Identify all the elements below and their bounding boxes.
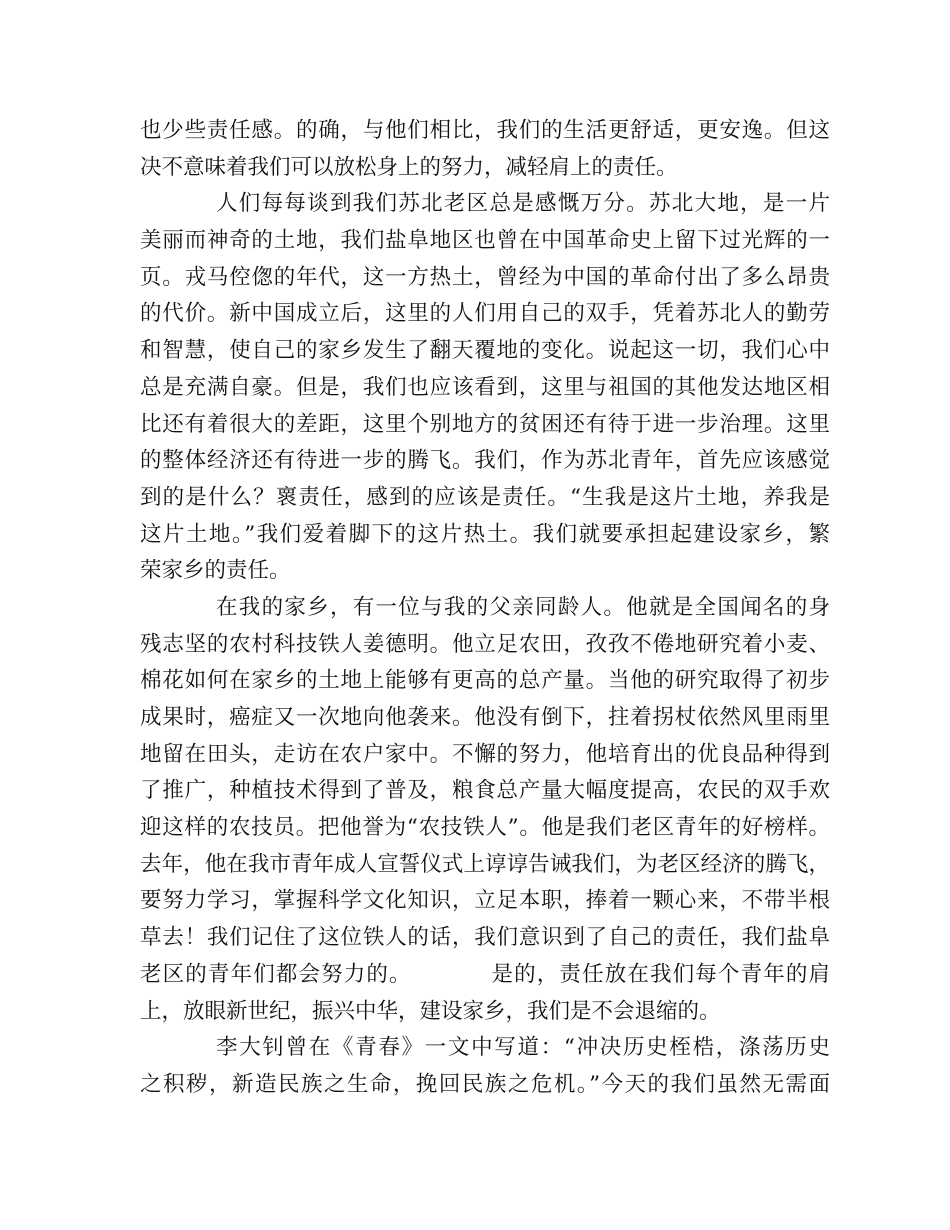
text-line: 去年，他在我市青年成人宣誓仪式上谆谆告诫我们，为老区经济的腾飞，	[140, 851, 830, 877]
text-line: 李大钊曾在《青春》一文中写道：“冲决历史桎梏，涤荡历史	[216, 1035, 830, 1061]
text-line: 到的是什么？褱责任，感到的应该是责任。“生我是这片土地，养我是	[140, 484, 830, 510]
text-line: 老区的青年们都会努力的。 是的，责任放在我们每个青年的肩	[140, 961, 830, 987]
text-line: 人们每每谈到我们苏北老区总是感慨万分。苏北大地，是一片	[216, 191, 830, 217]
text-line: 决不意味着我们可以放松身上的努力，减轻肩上的责任。	[140, 154, 678, 180]
text-line: 在我的家乡，有一位与我的父亲同龄人。他就是全国闻名的身	[216, 594, 830, 620]
text-line: 也少些责任感。的确，与他们相比，我们的生活更舒适，更安逸。但这	[140, 118, 830, 143]
text-line: 地留在田头，走访在农户家中。不懈的努力，他培育出的优良品种得到	[140, 741, 830, 767]
text-line: 上，放眼新世纪，振兴中华，建设家乡，我们是不会退缩的。	[140, 998, 721, 1024]
text-line: 美丽而神奇的土地，我们盐阜地区也曾在中国革命史上留下过光辉的一	[140, 228, 830, 254]
text-line: 草去！我们记住了这位铁人的话，我们意识到了自己的责任，我们盐阜	[140, 925, 830, 951]
text-line: 荣家乡的责任。	[140, 558, 291, 584]
text-line: 的整体经济还有待进一步的腾飞。我们，作为苏北青年，首先应该感觉	[140, 448, 830, 474]
text-line: 要努力学习，掌握科学文化知识，立足本职，捧着一颗心来，不带半根	[140, 888, 830, 914]
text-line: 棉花如何在家乡的土地上能够有更高的总产量。当他的研究取得了初步	[140, 668, 830, 694]
text-line: 残志坚的农村科技铁人姜德明。他立足农田，孜孜不倦地研究着小麦、	[140, 631, 830, 657]
text-line: 比还有着很大的差距，这里个别地方的贫困还有待于进一步治理。这里	[140, 411, 830, 437]
text-line: 成果时，癌症又一次地向他袭来。他没有倒下，拄着拐杖依然风里雨里	[140, 705, 830, 730]
body-text	[140, 113, 830, 1104]
text-line: 了推广，种植技术得到了普及，粮食总产量大幅度提高，农民的双手欢	[140, 778, 830, 804]
text-line: 和智慧，使自己的家乡发生了翻天覆地的变化。说起这一切，我们心中	[140, 338, 830, 364]
text-line: 这片土地。”我们爱着脚下的这片热土。我们就要承担起建设家乡，繁	[140, 521, 830, 547]
text-line: 之积秽，新造民族之生命，挽回民族之危机。”今天的我们虽然无需面	[140, 1071, 830, 1097]
text-line: 迎这样的农技员。把他誉为“农技铁人”。他是我们老区青年的好榜样。	[140, 815, 830, 841]
text-line: 页。戎马倥偬的年代，这一方热土，曾经为中国的革命付出了多么昂贵	[140, 264, 830, 290]
text-line: 的代价。新中国成立后，这里的人们用自己的双手，凭着苏北人的勤劳	[140, 301, 830, 327]
text-line: 总是充满自豪。但是，我们也应该看到，这里与祖国的其他发达地区相	[140, 374, 830, 400]
